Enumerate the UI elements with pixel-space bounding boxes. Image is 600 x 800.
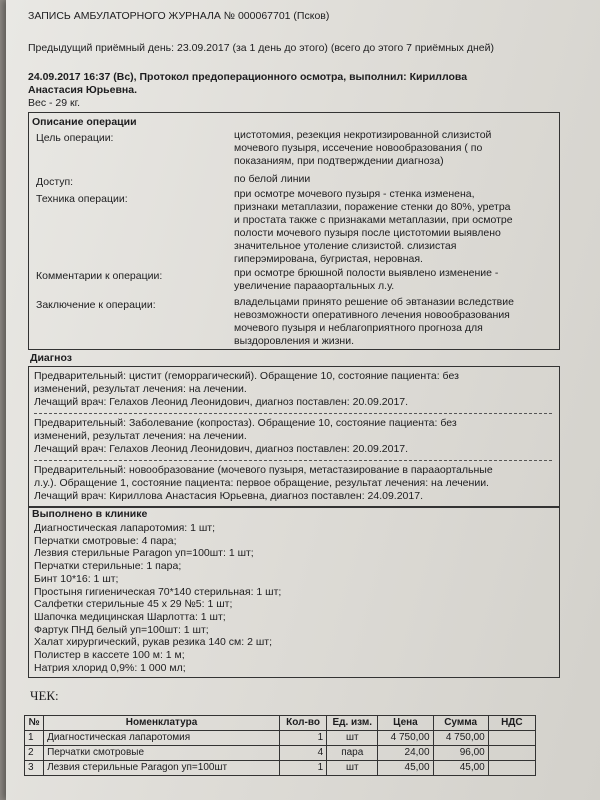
protocol-line-1: 24.09.2017 16:37 (Вс), Протокол предоперационного осмотра, выполнил: Кириллова: [28, 71, 468, 83]
list-item: Салфетки стерильные 45 х 29 №5: 1 шт;: [34, 598, 233, 611]
list-item: Полистер в кассете 100 м: 1 м;: [34, 649, 185, 662]
list-item: Перчатки стерильные: 1 пара;: [34, 560, 182, 573]
list-item: Лезвия стерильные Paragon уп=100шт: 1 шт;: [34, 547, 254, 560]
cell-sum: 96,00: [433, 746, 488, 761]
list-item: Бинт 10*16: 1 шт;: [34, 572, 119, 585]
list-item: Диагностическая лапаротомия: 1 шт;: [34, 522, 216, 534]
cell-sum: 45,00: [433, 761, 488, 776]
protocol-line-2: Анастасия Юрьевна.: [28, 84, 138, 96]
check-table: [24, 715, 536, 776]
cell-item: Диагностическая лапаротомия: [44, 731, 280, 746]
diagnosis-entry-1: Предварительный: цистит (геморрагический). Обращение 10, состояние пациента: без изменений, результат лечения: на лечении. Лечащий врач: Гелахов Леонид Леонидович, диагноз поставлен: 20.09.2017.: [34, 370, 459, 408]
list-item: Перчатки смотровые: 4 пара;: [34, 534, 177, 547]
cell-qty: 1: [279, 761, 326, 776]
cell-number: 2: [25, 746, 44, 761]
cell-price: 4 750,00: [378, 731, 433, 746]
cell-vat: [488, 746, 535, 761]
weight: Вес - 29 кг.: [28, 97, 81, 109]
op-value-technique: при осмотре мочевого пузыря - стенка изменена, признаки метаплазии, поражение стенки до 80%, уретра и простата также с признаками метаплазии, при осмотре полости мочевого пузыря после цистотомии выявлено значительное утоление слизистой. слизистая гиперэмирована, бугристая, неровная.: [234, 188, 513, 265]
op-value-access: по белой линии: [234, 173, 311, 185]
cell-price: 45,00: [378, 761, 433, 776]
document-page: [6, 0, 600, 800]
cell-item: Лезвия стерильные Paragon уп=100шт: [44, 761, 280, 776]
column-header: Цена: [378, 716, 433, 731]
op-label-access: Доступ:: [36, 176, 74, 188]
op-value-goal: цистотомия, резекция некротизированной слизистой мочевого пузыря, иссечение новообразования ( по показаниям, при подтверждении диагноза): [234, 129, 492, 167]
cell-vat: [488, 761, 535, 776]
diagnosis-entry-2: Предварительный: Заболевание (копростаз). Обращение 10, состояние пациента: без изменений, результат лечения: на лечении. Лечащий врач: Гелахов Леонид Леонидович, диагноз поставлен: 20.09.2017.: [34, 417, 457, 455]
check-title: ЧЕК:: [30, 688, 59, 703]
column-header: Сумма: [433, 716, 488, 731]
cell-number: 1: [25, 731, 44, 746]
op-label-conclusion: Заключение к операции:: [36, 299, 156, 311]
cell-vat: [488, 731, 535, 746]
cell-unit: шт: [327, 731, 378, 746]
op-value-conclusion: владельцами принято решение об эвтаназии вследствие невозможности оперативного лечения новообразования мочевого пузыря и неблагоприятного прогноза для выздоровления и жизни.: [234, 296, 514, 347]
table-header-row: [25, 716, 536, 731]
cell-sum: 4 750,00: [433, 731, 488, 746]
cell-number: 3: [25, 761, 44, 776]
op-value-comments: при осмотре брюшной полости выявлено изменение - увеличение параaортальных л.у.: [234, 267, 499, 292]
diagnosis-entry-3: Предварительный: новообразование (мочевого пузыря, метастазирование в парааортальные л.у.). Обращение 1, состояние пациента: первое обращение, результат лечения: на лечении. Лечащий врач: Кириллова Анастасия Юрьевна, диагноз поставлен: 24.09.2017.: [34, 464, 493, 502]
op-label-comments: Комментарии к операции:: [36, 270, 163, 282]
column-header: Номенклатура: [44, 716, 280, 731]
list-item: Шапочка медицинская Шарлотта: 1 шт;: [34, 610, 226, 623]
diagnosis-title: Диагноз: [30, 352, 72, 364]
divider: [34, 460, 552, 461]
table-row: [25, 746, 536, 761]
clinic-title: Выполнено в клинике: [32, 508, 148, 520]
operation-title: Описание операции: [32, 116, 137, 128]
cell-unit: шт: [327, 761, 378, 776]
column-header: Ед. изм.: [327, 716, 378, 731]
column-header: Кол-во: [279, 716, 326, 731]
cell-qty: 4: [279, 746, 326, 761]
divider: [34, 413, 552, 414]
previous-day: Предыдущий приёмный день: 23.09.2017 (за 1 день до этого) (всего до этого 7 приёмных дней): [28, 42, 494, 54]
list-item: Натрия хлорид 0,9%: 1 000 мл;: [34, 661, 186, 674]
journal-title: ЗАПИСЬ АМБУЛАТОРНОГО ЖУРНАЛА № 000067701 (Псков): [28, 10, 330, 22]
column-header: НДС: [488, 716, 535, 731]
op-label-technique: Техника операции:: [36, 193, 128, 205]
cell-qty: 1: [279, 731, 326, 746]
cell-price: 24,00: [378, 746, 433, 761]
clinic-list: [34, 522, 281, 674]
list-item: Простыня гигиеническая 70*140 стерильная: 1 шт;: [34, 585, 282, 598]
table-row: [25, 761, 536, 776]
list-item: Халат хирургический, рукав резика 140 см: 2 шт;: [34, 636, 273, 649]
cell-item: Перчатки смотровые: [44, 746, 280, 761]
list-item: Фартук ПНД белый уп=100шт: 1 шт;: [34, 623, 209, 636]
column-header: №: [25, 716, 44, 731]
op-label-goal: Цель операции:: [36, 132, 114, 144]
table-row: [25, 731, 536, 746]
cell-unit: пара: [327, 746, 378, 761]
